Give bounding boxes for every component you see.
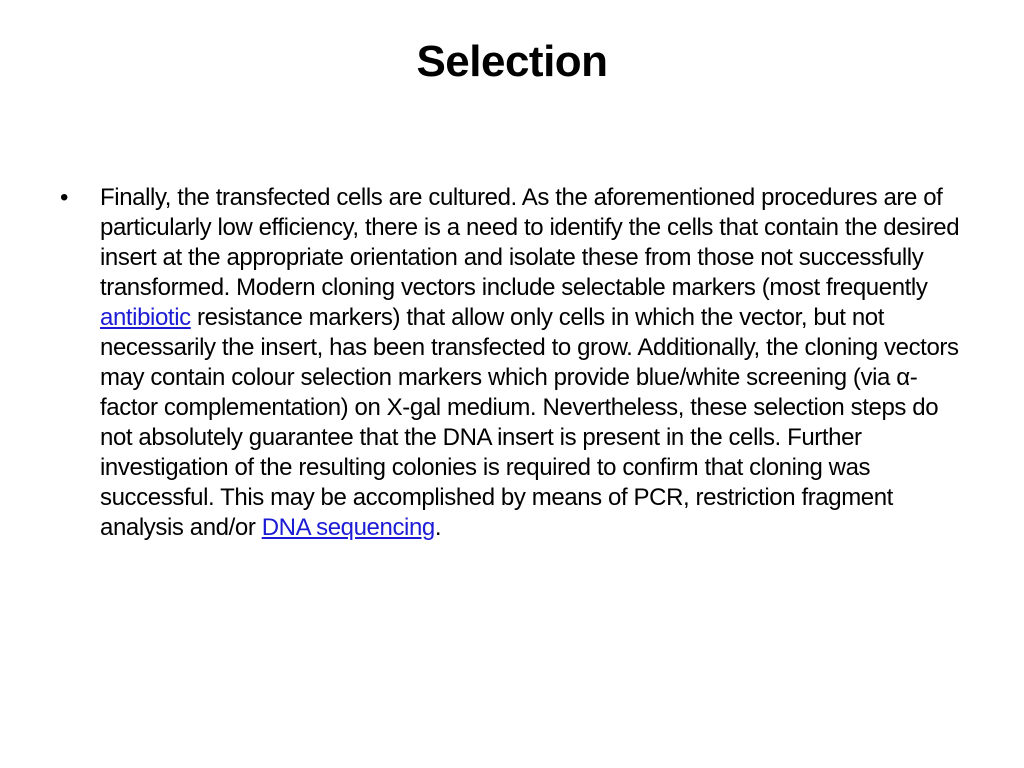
slide-title: Selection (416, 37, 608, 86)
bullet-icon: • (60, 184, 69, 211)
bullet-item (60, 183, 970, 543)
antibiotic-link[interactable]: antibiotic (100, 304, 191, 331)
paragraph-text-1: Finally, the transfected cells are cultured. As the aforementioned procedures are of particularly low efficiency, there is a need to identify the cells that contain the desired insert at the appropriate orientation and isolate these from those not successfully transformed. Modern cloning vectors include selectable markers (most frequently (100, 184, 960, 301)
bullet-list (60, 183, 970, 543)
dna-sequencing-link[interactable]: DNA sequencing (261, 514, 435, 541)
paragraph-text-2: resistance markers) that allow only cells in which the vector, but not necessarily the insert, has been transfected to grow. Additionally, the cloning vectors may contain colour selection markers which provide blue/white screening (via α-factor complementation) on X-gal medium. Nevertheless, these selection steps do not absolutely guarantee that the DNA insert is present in the cells. Further investigation of the resulting colonies is required to confirm that cloning was successful. This may be accomplished by means of PCR, restriction fragment analysis and/or (100, 304, 959, 541)
paragraph-text-3: . (434, 514, 442, 541)
